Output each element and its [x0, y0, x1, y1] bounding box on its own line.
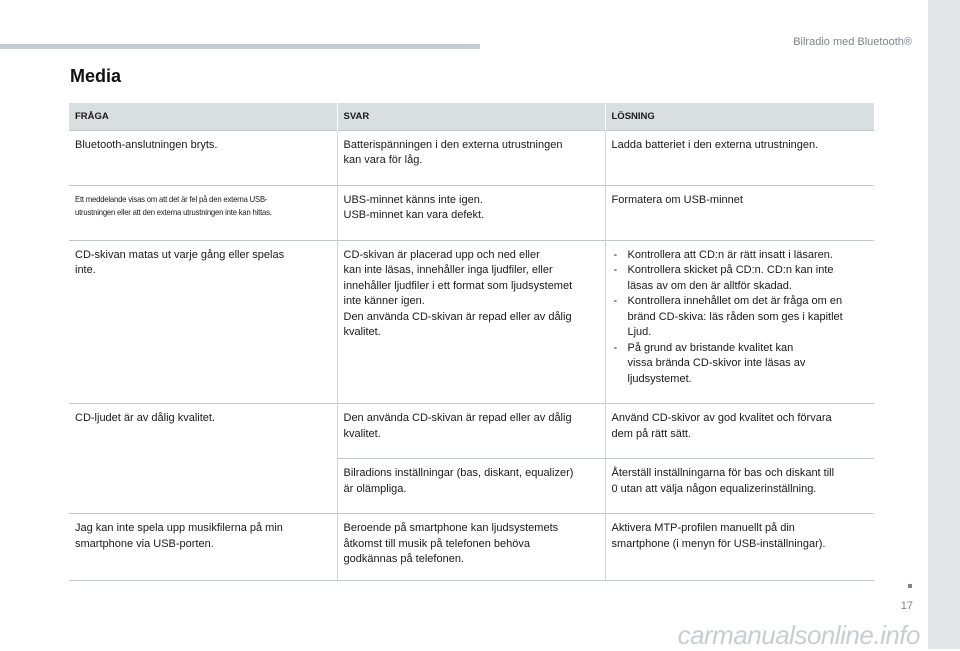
solution-text: smartphone (i menyn för USB-inställningar). — [611, 537, 826, 550]
faq-table — [69, 103, 874, 581]
answer-text: innehåller ljudfiler i ett format som ljudsystemet — [343, 279, 573, 292]
answer-cell — [337, 514, 605, 581]
answer-text: godkännas på telefonen. — [343, 553, 464, 565]
solution-text: - Kontrollera skicket på CD:n. CD:n kan inte — [627, 264, 834, 276]
solution-text: Använd CD-skivor av god kvalitet och förvara — [611, 412, 832, 424]
header-rule — [0, 44, 480, 49]
answer-cell — [337, 404, 605, 459]
solution-cell — [605, 185, 874, 240]
answer-text: kvalitet. — [343, 326, 381, 338]
chapter-title: Bilradio med Bluetooth® — [793, 36, 912, 48]
question-cell — [69, 185, 337, 240]
solution-cell — [605, 459, 874, 514]
solution-text: bränd CD-skiva: läs råden som ges i kapitlet — [627, 310, 843, 323]
solution-text: Formatera om USB-minnet — [611, 193, 743, 206]
solution-text: - På grund av bristande kvalitet kan — [627, 341, 794, 354]
answer-text: kan inte läsas, innehåller inga ljudfiler, eller — [343, 264, 553, 276]
solution-text: Ljud. — [627, 326, 652, 338]
solution-list-item — [612, 248, 869, 264]
question-cell — [69, 404, 337, 514]
question-text: inte. — [75, 264, 96, 276]
answer-text: UBS-minnet känns inte igen. — [343, 193, 483, 206]
question-text-block — [75, 193, 338, 219]
column-header-question: FRÅGA — [69, 103, 337, 130]
column-header-answer: SVAR — [337, 103, 605, 130]
solution-text: Återställ inställningarna för bas och diskant till — [611, 467, 835, 479]
question-text: Jag kan inte spela upp musikfilerna på min — [75, 522, 283, 534]
solution-list-item — [612, 263, 869, 294]
answer-text: USB-minnet kan vara defekt. — [343, 209, 485, 221]
solution-cell — [605, 130, 874, 185]
solution-cell — [605, 404, 874, 459]
page-edge-strip — [928, 0, 960, 649]
table-row — [69, 185, 874, 240]
question-cell — [69, 240, 337, 404]
answer-text: åtkomst till musik på telefonen behöva — [343, 537, 530, 550]
question-text: CD-ljudet är av dålig kvalitet. — [75, 412, 216, 424]
question-text: smartphone via USB-porten. — [75, 537, 214, 550]
solution-text: Ladda batteriet i den externa utrustningen. — [611, 138, 819, 151]
table-header-row — [69, 103, 874, 130]
answer-text: Beroende på smartphone kan ljudsystemets — [343, 522, 559, 534]
solution-text: vissa brända CD-skivor inte läsas av — [627, 357, 806, 369]
column-header-solution: LÖSNING — [605, 103, 874, 130]
answer-cell — [337, 240, 605, 404]
table-row — [69, 240, 874, 404]
answer-text: Batterispänningen i den externa utrustningen — [343, 138, 563, 151]
page-marker — [908, 584, 912, 588]
answer-text: Den använda CD-skivan är repad eller av dålig — [343, 310, 572, 323]
solution-text: - Kontrollera innehållet om det är fråga om en — [627, 295, 843, 307]
solution-text: ljudsystemet. — [627, 372, 692, 385]
answer-text: CD-skivan är placerad upp och ned eller — [343, 248, 540, 261]
answer-text: Bilradions inställningar (bas, diskant, equalizer) — [343, 467, 574, 479]
answer-text: kan vara för låg. — [343, 154, 423, 166]
question-text: CD-skivan matas ut varje gång eller spelas — [75, 248, 285, 261]
table-row — [69, 514, 874, 581]
question-cell — [69, 130, 337, 185]
watermark: carmanualsonline.info — [677, 620, 920, 650]
answer-text: kvalitet. — [343, 427, 381, 440]
table-row — [69, 404, 874, 459]
page-number: 17 — [900, 600, 913, 612]
solution-text: - Kontrollera att CD:n är rätt insatt i läsaren. — [627, 248, 833, 261]
question-text: Bluetooth-anslutningen bryts. — [75, 138, 218, 151]
answer-text: är olämpliga. — [343, 482, 407, 495]
question-text: utrustningen eller att den externa utrustningen inte kan hittas. — [75, 207, 272, 217]
solution-list-item — [612, 294, 869, 341]
question-cell — [69, 514, 337, 581]
solution-text: läsas av om den är alltför skadad. — [627, 279, 792, 292]
solution-text: dem på rätt sätt. — [611, 427, 691, 440]
answer-text: Den använda CD-skivan är repad eller av dålig — [343, 412, 572, 424]
solution-cell — [605, 514, 874, 581]
answer-cell — [337, 459, 605, 514]
answer-cell — [337, 185, 605, 240]
solution-list — [612, 248, 869, 388]
answer-text: inte känner igen. — [343, 295, 425, 307]
question-text: Ett meddelande visas om att det är fel på den externa USB- — [75, 194, 268, 204]
solution-cell — [605, 240, 874, 404]
answer-cell — [337, 130, 605, 185]
section-title: Media — [70, 66, 122, 86]
solution-text: 0 utan att välja någon equalizerinställning. — [611, 482, 817, 495]
solution-list-item — [612, 341, 869, 388]
solution-text: Aktivera MTP-profilen manuellt på din — [611, 522, 795, 534]
table-row — [69, 130, 874, 185]
